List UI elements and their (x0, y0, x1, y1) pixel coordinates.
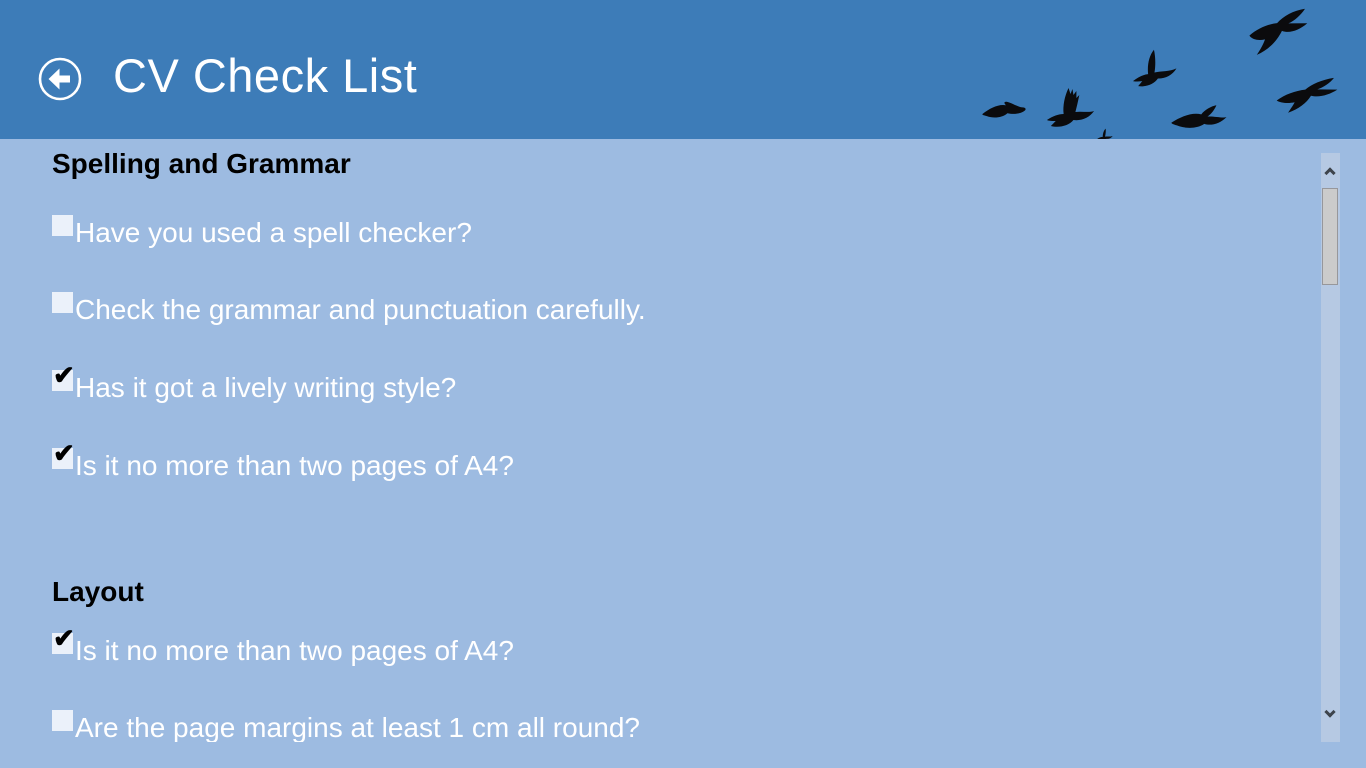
checklist-item-label: Is it no more than two pages of A4? (75, 450, 514, 481)
back-icon (37, 90, 83, 105)
checkbox[interactable] (52, 633, 73, 654)
vertical-scrollbar[interactable] (1321, 153, 1340, 742)
checkbox[interactable] (52, 448, 73, 469)
bird-icon (1126, 45, 1182, 90)
checklist-item-label: Have you used a spell checker? (75, 217, 472, 248)
chevron-down-icon (1324, 706, 1335, 717)
checklist-item (52, 633, 1252, 673)
page-title: CV Check List (113, 49, 418, 102)
checklist-item (52, 448, 1252, 488)
bird-icon (1043, 86, 1098, 130)
checklist-item (52, 370, 1252, 410)
bird-icon (1274, 72, 1340, 118)
bird-icon (1245, 3, 1310, 62)
scrollbar-thumb[interactable] (1322, 188, 1338, 285)
scroll-down-button[interactable] (1321, 704, 1340, 728)
titlebar (0, 0, 1366, 139)
checklist-item (52, 710, 1252, 742)
checkbox[interactable] (52, 292, 73, 313)
section-heading-spelling-and-grammar: Spelling and Grammar (52, 148, 351, 179)
checklist-item-label: Are the page margins at least 1 cm all round? (75, 712, 640, 742)
chevron-up-icon (1324, 167, 1335, 178)
checkbox[interactable] (52, 710, 73, 731)
section-heading-layout: Layout (52, 576, 144, 607)
checklist-item-label: Is it no more than two pages of A4? (75, 635, 514, 666)
back-button[interactable] (37, 56, 83, 102)
bird-icon (1169, 102, 1229, 139)
checklist-viewport (0, 139, 1366, 742)
checklist-item (52, 292, 1252, 332)
checklist-item-label: Has it got a lively writing style? (75, 372, 457, 403)
scroll-up-button[interactable] (1321, 161, 1340, 185)
checkbox[interactable] (52, 370, 73, 391)
checkbox[interactable] (52, 215, 73, 236)
checklist-item-label: Check the grammar and punctuation carefully. (75, 294, 646, 325)
birds-decoration (950, 0, 1366, 139)
checklist-item (52, 215, 1252, 255)
bird-icon (981, 98, 1028, 127)
bird-icon (1096, 128, 1114, 139)
